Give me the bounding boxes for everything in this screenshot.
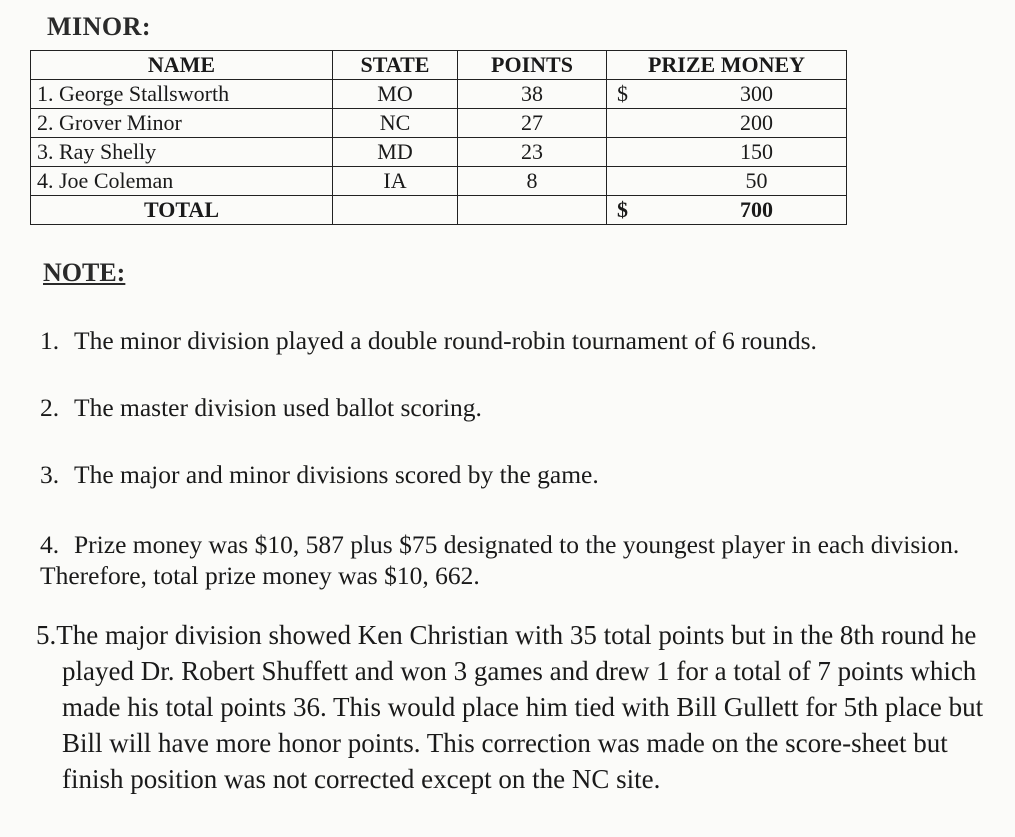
table-header-row [31,51,847,80]
note-number: 3. [40,460,60,489]
player-state: MD [333,138,458,167]
header-prize-money: PRIZE MONEY [607,51,847,80]
header-points: POINTS [458,51,607,80]
note-text: The minor division played a double round-robin tournament of 6 rounds. [74,326,817,355]
header-state: STATE [333,51,458,80]
player-points: 23 [458,138,607,167]
note-text: The major and minor divisions scored by the game. [74,460,599,489]
currency-symbol: $ [617,81,628,106]
total-prize [607,196,847,225]
player-name: 2. Grover Minor [31,109,333,138]
note-number: 5. [36,620,57,650]
results-table [30,50,847,225]
table-row [31,167,847,196]
note-number: 2. [40,393,60,422]
note-item [40,392,990,423]
player-prize [607,138,847,167]
table-row [31,138,847,167]
note-item [36,617,986,797]
header-name: NAME [31,51,333,80]
prize-amount: 300 [740,81,773,106]
total-state-empty [333,196,458,225]
note-text: Prize money was $10, 587 plus $75 designated to the youngest player in each division. Therefore, total prize money was $10, 662. [40,530,960,590]
player-prize [607,80,847,109]
total-points-empty [458,196,607,225]
note-heading: NOTE: [43,258,126,287]
player-points: 27 [458,109,607,138]
currency-symbol: $ [617,197,628,222]
note-item [40,325,990,356]
page-title: MINOR: [47,12,152,41]
note-item [40,529,990,591]
prize-amount: 200 [740,110,773,135]
player-state: NC [333,109,458,138]
table-row [31,80,847,109]
table-total-row [31,196,847,225]
total-label: TOTAL [31,196,333,225]
player-points: 38 [458,80,607,109]
player-name: 4. Joe Coleman [31,167,333,196]
note-text: The master division used ballot scoring. [74,393,482,422]
note-number: 1. [40,326,60,355]
note-item [40,459,990,490]
note-text: The major division showed Ken Christian with 35 total points but in the 8th round he played Dr. Robert Shuffett and won 3 games and drew 1 for a total of 7 points which made his total points 36. This would place him tied with Bill Gullett for 5th place but Bill will have more honor points. This correction was made on the score-sheet but finish position was not corrected except on the NC site. [56,620,984,794]
note-number: 4. [40,530,60,559]
prize-amount: 150 [740,139,773,164]
player-state: IA [333,167,458,196]
prize-amount: 50 [745,168,768,193]
player-name: 3. Ray Shelly [31,138,333,167]
player-name: 1. George Stallsworth [31,80,333,109]
player-state: MO [333,80,458,109]
player-prize [607,167,847,196]
player-points: 8 [458,167,607,196]
total-amount: 700 [740,197,773,222]
player-prize [607,109,847,138]
table-row [31,109,847,138]
